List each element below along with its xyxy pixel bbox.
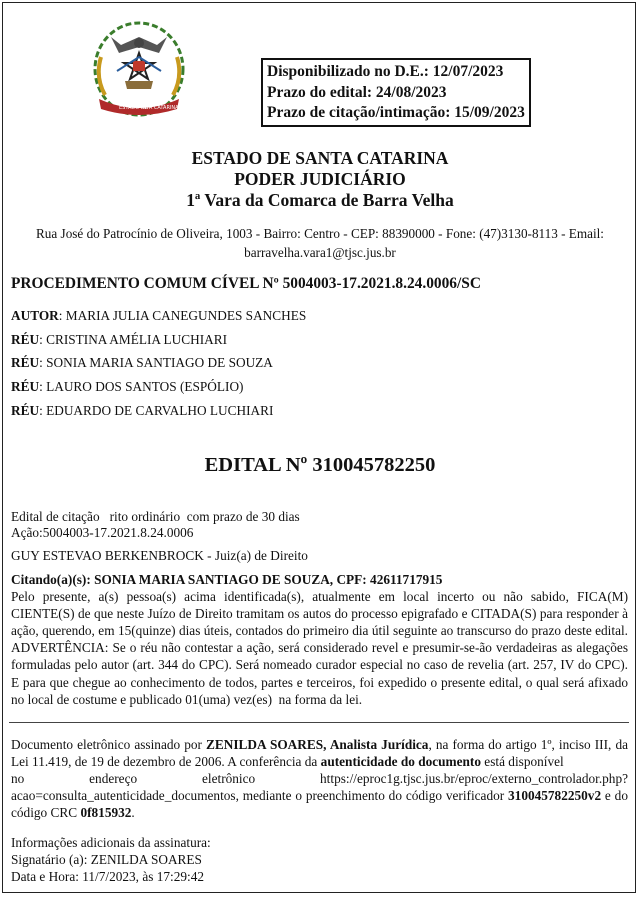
publication-date: Disponibilizado no D.E.: 12/07/2023 xyxy=(267,63,504,80)
address-line-1: Rua José do Patrocínio de Oliveira, 1003 - Bairro: Centro - CEP: 88390000 - Fone: (47)3130-8113 - Email: xyxy=(36,226,604,241)
edital-title: EDITAL Nº 310045782250 xyxy=(204,454,436,476)
document-page xyxy=(2,2,636,893)
signature-info xyxy=(11,834,211,885)
party-defendant xyxy=(11,355,273,371)
signature-info-label: Informações adicionais da assinatura: xyxy=(11,835,211,850)
court-address xyxy=(17,224,623,262)
crest-ribbon-right: STA CATARINA xyxy=(143,105,179,111)
edital-body-text: Pelo presente, a(s) pessoa(s) acima identificada(s), atualmente em local incerto ou não sabido, FICA(M) CIENTE(S) de que neste Juízo de Direito tramitam os autos do processo epigrafado e CITADA(S) para responder à ação, querendo, em 15(quinze) dias úteis, contados do primeiro dia útil seguinte ao transcurso do prazo deste edital. ADVERTÊNCIA: Se o réu não contestar a ação, será considerado revel e presumir-se-ão verdadeiras as alegações formuladas pelo autor (art. 344 do CPC). Será nomeado curador especial no caso de revelia (art. 257, IV do CPC). E para que chegue ao conhecimento de todos, partes e terceiros, foi expedido o presente edital, o qual será afixado no local de costume e publicado 01(uma) vez(es) na forma da lei. xyxy=(11,589,632,707)
party-name: : CRISTINA AMÉLIA LUCHIARI xyxy=(39,332,228,347)
action-number: Ação:5004003-17.2021.8.24.0006 xyxy=(11,525,194,540)
party-role: AUTOR xyxy=(11,308,59,323)
signer-name: ZENILDA SOARES, Analista Jurídica xyxy=(206,737,429,752)
party-author xyxy=(11,308,306,324)
party-defendant xyxy=(11,379,243,395)
power-heading: PODER JUDICIÁRIO xyxy=(234,169,406,189)
judge-name: GUY ESTEVAO BERKENBROCK - Juiz(a) de Direito xyxy=(11,548,308,563)
verification-url[interactable]: https://eproc1g.tjsc.jus.br/eproc/externo_controlador.php? xyxy=(320,771,628,787)
party-role: RÉU xyxy=(11,403,40,418)
deadline-box xyxy=(261,58,531,127)
party-defendant xyxy=(11,403,273,419)
party-name: : EDUARDO DE CARVALHO LUCHIARI xyxy=(39,403,274,418)
state-coat-of-arms xyxy=(91,17,187,119)
citando-line: Citando(a)(s): SONIA MARIA SANTIAGO DE SOUZA, CPF: 42611717915 xyxy=(11,572,443,587)
party-role: RÉU xyxy=(11,332,40,347)
edital-body xyxy=(11,571,632,708)
party-role: RÉU xyxy=(11,355,40,370)
electronic-signature-notice: Documento eletrônico assinado por ZENILDA SOARES, Analista Jurídica, na forma do artigo 1º, inciso III, da Lei 11.419, de 19 de dezembro de 2006. A conferência da autenticidade do documento está disponível no endereço eletrônico https://eproc1g.tjsc.jus.br/eproc/externo_controlador.php? acao=consulta_autenticidade_documentos, mediante o preenchimento do código verificador 310045782250v2 e do código CRC 0f815932. xyxy=(11,737,628,821)
authenticity-label: autenticidade do documento xyxy=(320,754,481,770)
signature-datetime: Data e Hora: 11/7/2023, às 17:29:42 xyxy=(11,869,205,885)
divider xyxy=(9,722,629,723)
edital-type: Edital de citação rito ordinário com prazo de 30 dias xyxy=(11,509,300,524)
procedure-number: PROCEDIMENTO COMUM CÍVEL Nº 5004003-17.2021.8.24.0006/SC xyxy=(11,275,481,292)
state-heading: ESTADO DE SANTA CATARINA xyxy=(191,148,449,168)
crc-code: 0f815932 xyxy=(80,805,132,821)
edital-deadline: Prazo do edital: 24/08/2023 xyxy=(267,83,447,101)
party-name: : LAURO DOS SANTOS (ESPÓLIO) xyxy=(39,379,244,394)
party-name: : MARIA JULIA CANEGUNDES SANCHES xyxy=(58,308,307,323)
verification-url-line: no endereço eletrônico https://eproc1g.tjsc.jus.br/eproc/externo_controlador.php? xyxy=(11,771,628,787)
address-line-2: barravelha.vara1@tjsc.jus.br xyxy=(244,245,396,260)
party-role: RÉU xyxy=(11,379,40,394)
signatory: Signatário (a): ZENILDA SOARES xyxy=(11,852,202,868)
crest-ribbon-left: ESTADO DE xyxy=(119,105,148,111)
verification-code: 310045782250v2 xyxy=(508,788,602,804)
party-name: : SONIA MARIA SANTIAGO DE SOUZA xyxy=(39,355,273,370)
citation-deadline: Prazo de citação/intimação: 15/09/2023 xyxy=(267,104,525,121)
court-heading: 1ª Vara da Comarca de Barra Velha xyxy=(186,190,454,210)
party-defendant xyxy=(11,332,227,348)
